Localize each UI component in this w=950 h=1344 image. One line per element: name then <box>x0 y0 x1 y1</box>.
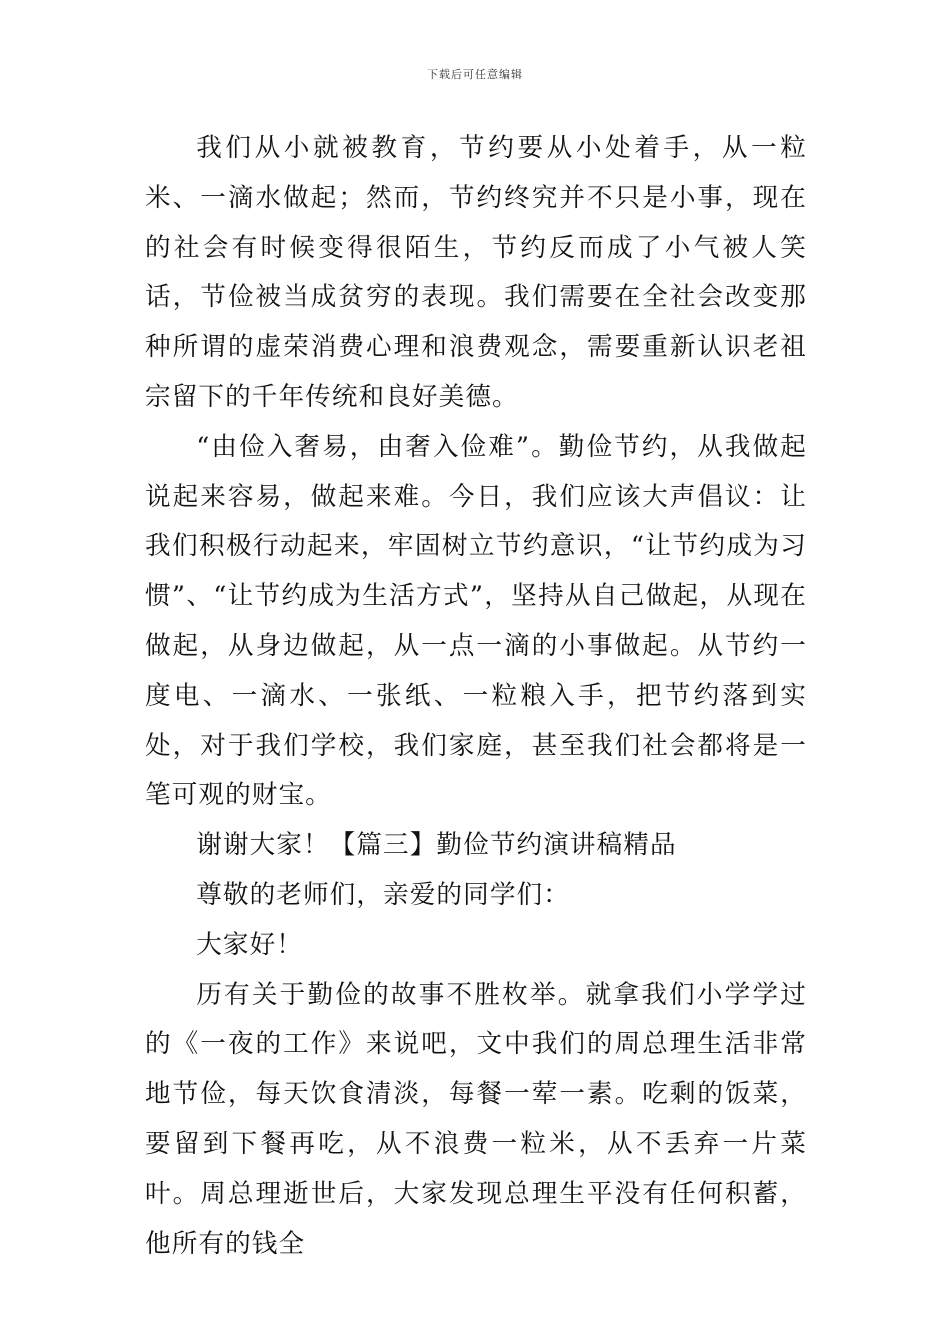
paragraph-proverb-call-to-action: “由俭入奢易，由奢入俭难”。勤俭节约，从我做起说起来容易，做起来难。今日，我们应该大声倡议：让我们积极行动起来，牢固树立节约意识，“让节约成为习惯”、“让节约成为生活方式”，坚持从自己做起，从现在做起，从身边做起，从一点一滴的小事做起。从节约一度电、一滴水、一张纸、一粒粮入手，把节约落到实处，对于我们学校，我们家庭，甚至我们社会都将是一笔可观的财宝。 <box>145 431 807 811</box>
paragraph-thanks-and-section-title: 谢谢大家！【篇三】勤俭节约演讲稿精品 <box>196 830 677 861</box>
paragraph-greeting: 大家好！ <box>196 929 303 960</box>
paragraph-premier-zhou-story: 历有关于勤俭的故事不胜枚举。就拿我们小学学过的《一夜的工作》来说吧，文中我们的周总理生活非常地节俭，每天饮食清淡，每餐一荤一素。吃剩的饭菜，要留到下餐再吃，从不浪费一粒米，从不丢弃一片菜叶。周总理逝世后，大家发现总理生平没有任何积蓄，他所有的钱全 <box>145 979 807 1259</box>
paragraph-frugality-education: 我们从小就被教育，节约要从小处着手，从一粒米、一滴水做起；然而，节约终究并不只是小事，现在的社会有时候变得很陌生，节约反而成了小气被人笑话，节俭被当成贫穷的表现。我们需要在全社会改变那种所谓的虚荣消费心理和浪费观念，需要重新认识老祖宗留下的千年传统和良好美德。 <box>145 133 807 412</box>
document-body <box>145 124 807 1269</box>
page-header: 下载后可任意编辑 <box>427 68 523 81</box>
paragraph-salutation: 尊敬的老师们，亲爱的同学们： <box>196 879 570 910</box>
